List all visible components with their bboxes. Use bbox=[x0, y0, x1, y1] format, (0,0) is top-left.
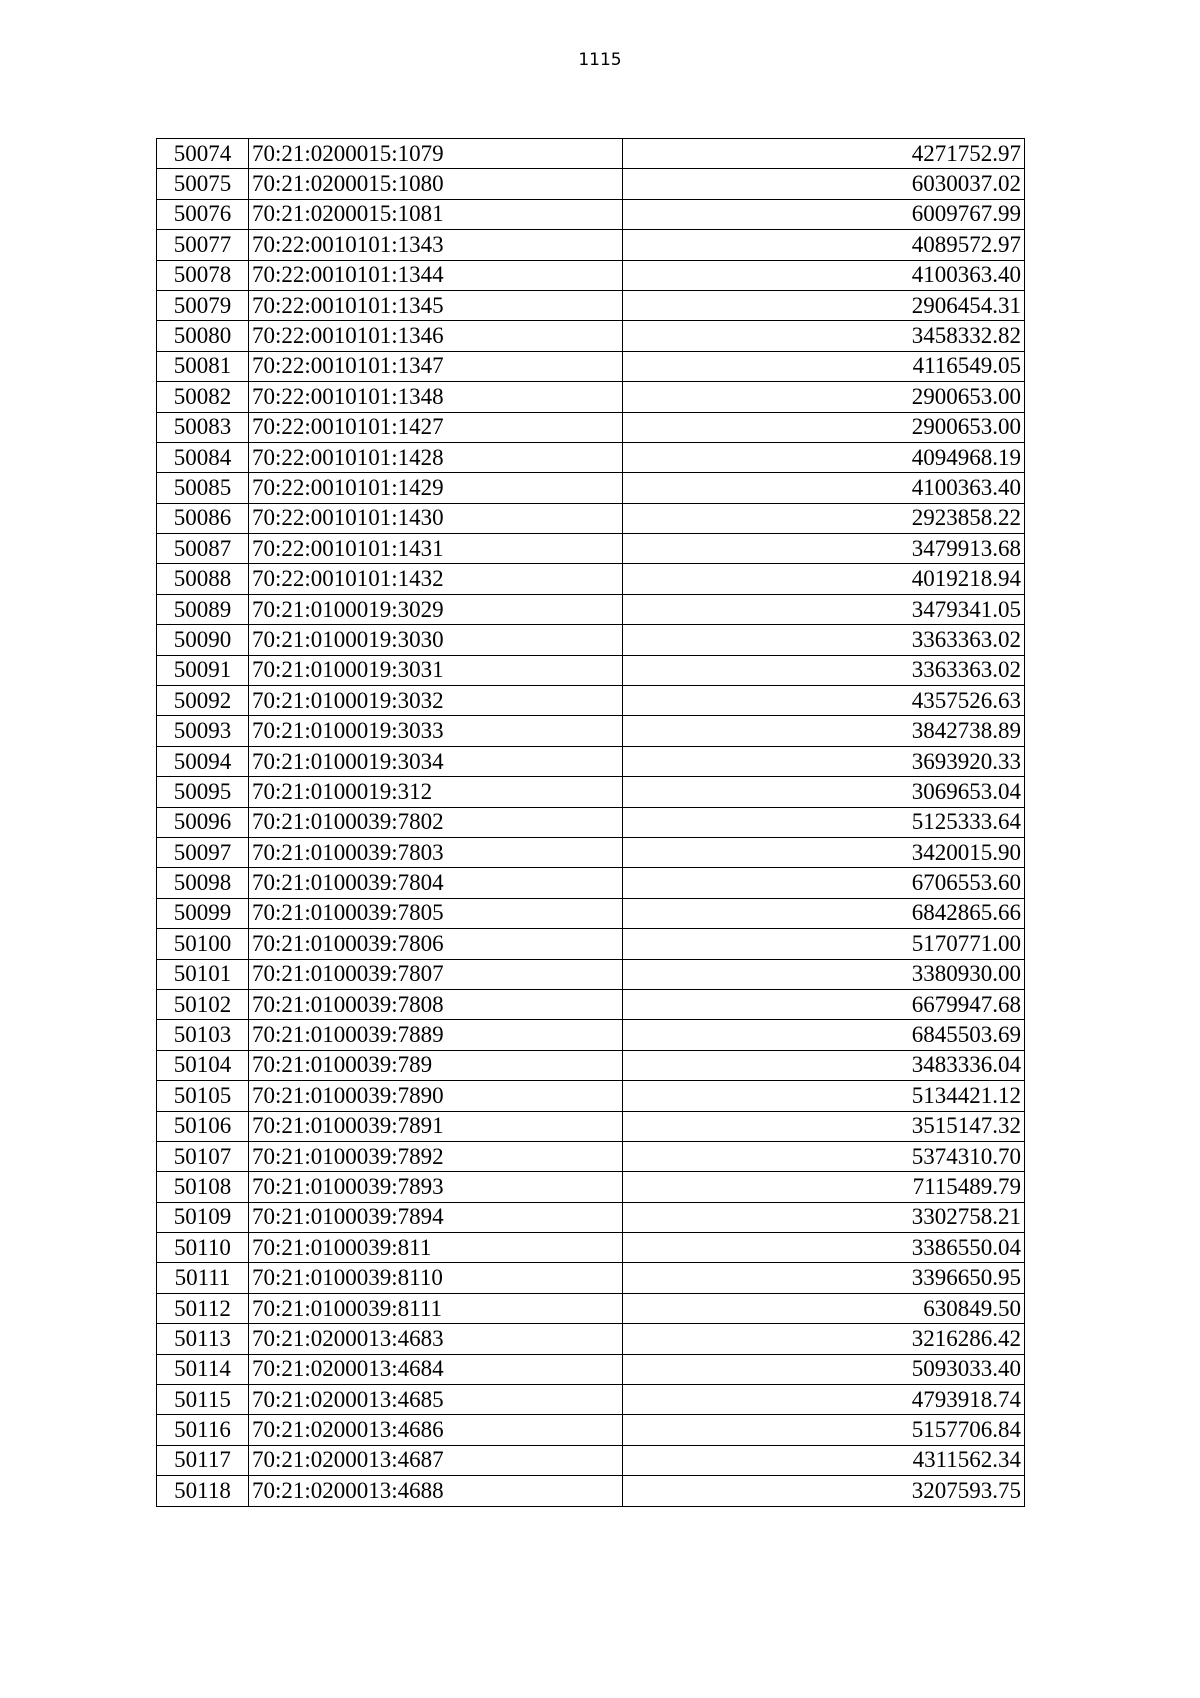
row-number-cell: 50100 bbox=[157, 929, 249, 959]
cadastral-number-cell: 70:21:0200013:4686 bbox=[249, 1415, 623, 1445]
cadastral-value-cell: 6030037.02 bbox=[623, 169, 1025, 199]
row-number-cell: 50082 bbox=[157, 382, 249, 412]
row-number-cell: 50106 bbox=[157, 1111, 249, 1141]
cadastral-number-cell: 70:21:0100019:3033 bbox=[249, 716, 623, 746]
row-number-cell: 50077 bbox=[157, 230, 249, 260]
cadastral-number-cell: 70:22:0010101:1344 bbox=[249, 260, 623, 290]
cadastral-value-cell: 2900653.00 bbox=[623, 412, 1025, 442]
row-number-cell: 50111 bbox=[157, 1263, 249, 1293]
table-row bbox=[157, 594, 1025, 624]
cadastral-value-cell: 4271752.97 bbox=[623, 139, 1025, 169]
row-number-cell: 50095 bbox=[157, 777, 249, 807]
row-number-cell: 50102 bbox=[157, 989, 249, 1019]
table-row bbox=[157, 1020, 1025, 1050]
cadastral-value-cell: 5093033.40 bbox=[623, 1354, 1025, 1384]
table-row bbox=[157, 837, 1025, 867]
cadastral-number-cell: 70:21:0100019:3034 bbox=[249, 746, 623, 776]
table-row bbox=[157, 1445, 1025, 1475]
cadastral-value-cell: 3479913.68 bbox=[623, 534, 1025, 564]
cadastral-value-cell: 3458332.82 bbox=[623, 321, 1025, 351]
row-number-cell: 50091 bbox=[157, 655, 249, 685]
row-number-cell: 50088 bbox=[157, 564, 249, 594]
cadastral-number-cell: 70:22:0010101:1347 bbox=[249, 351, 623, 381]
page-number: 1115 bbox=[578, 50, 622, 70]
cadastral-value-cell: 3515147.32 bbox=[623, 1111, 1025, 1141]
cadastral-number-cell: 70:22:0010101:1431 bbox=[249, 534, 623, 564]
row-number-cell: 50097 bbox=[157, 837, 249, 867]
cadastral-number-cell: 70:21:0100019:3031 bbox=[249, 655, 623, 685]
cadastral-value-cell: 4116549.05 bbox=[623, 351, 1025, 381]
table-row bbox=[157, 625, 1025, 655]
table-row bbox=[157, 473, 1025, 503]
table-row bbox=[157, 1476, 1025, 1506]
cadastral-number-cell: 70:21:0200013:4688 bbox=[249, 1476, 623, 1506]
row-number-cell: 50113 bbox=[157, 1324, 249, 1354]
cadastral-value-cell: 3363363.02 bbox=[623, 655, 1025, 685]
cadastral-number-cell: 70:22:0010101:1430 bbox=[249, 503, 623, 533]
table-row bbox=[157, 807, 1025, 837]
table-row bbox=[157, 1293, 1025, 1323]
row-number-cell: 50075 bbox=[157, 169, 249, 199]
row-number-cell: 50079 bbox=[157, 290, 249, 320]
cadastral-value-cell: 4019218.94 bbox=[623, 564, 1025, 594]
table-row bbox=[157, 260, 1025, 290]
row-number-cell: 50094 bbox=[157, 746, 249, 776]
table-row bbox=[157, 382, 1025, 412]
cadastral-value-cell: 4793918.74 bbox=[623, 1385, 1025, 1415]
cadastral-number-cell: 70:22:0010101:1427 bbox=[249, 412, 623, 442]
cadastral-value-cell: 6679947.68 bbox=[623, 989, 1025, 1019]
row-number-cell: 50108 bbox=[157, 1172, 249, 1202]
cadastral-value-cell: 3069653.04 bbox=[623, 777, 1025, 807]
cadastral-number-cell: 70:21:0100039:7808 bbox=[249, 989, 623, 1019]
table-row bbox=[157, 169, 1025, 199]
cadastral-value-cell: 3216286.42 bbox=[623, 1324, 1025, 1354]
cadastral-number-cell: 70:21:0100039:7805 bbox=[249, 898, 623, 928]
table-row bbox=[157, 1172, 1025, 1202]
table-row bbox=[157, 686, 1025, 716]
row-number-cell: 50112 bbox=[157, 1293, 249, 1323]
row-number-cell: 50093 bbox=[157, 716, 249, 746]
row-number-cell: 50105 bbox=[157, 1081, 249, 1111]
table-body bbox=[157, 139, 1025, 1507]
cadastral-number-cell: 70:21:0100039:7802 bbox=[249, 807, 623, 837]
table-row bbox=[157, 1202, 1025, 1232]
cadastral-value-cell: 3479341.05 bbox=[623, 594, 1025, 624]
table-row bbox=[157, 959, 1025, 989]
table-row bbox=[157, 1354, 1025, 1384]
cadastral-number-cell: 70:22:0010101:1432 bbox=[249, 564, 623, 594]
table-row bbox=[157, 230, 1025, 260]
cadastral-value-cell: 2923858.22 bbox=[623, 503, 1025, 533]
row-number-cell: 50078 bbox=[157, 260, 249, 290]
cadastral-value-cell: 3302758.21 bbox=[623, 1202, 1025, 1232]
cadastral-value-cell: 6842865.66 bbox=[623, 898, 1025, 928]
cadastral-value-cell: 5125333.64 bbox=[623, 807, 1025, 837]
row-number-cell: 50115 bbox=[157, 1385, 249, 1415]
cadastral-value-cell: 4311562.34 bbox=[623, 1445, 1025, 1475]
cadastral-value-cell: 2906454.31 bbox=[623, 290, 1025, 320]
table-row bbox=[157, 139, 1025, 169]
row-number-cell: 50084 bbox=[157, 442, 249, 472]
row-number-cell: 50110 bbox=[157, 1233, 249, 1263]
row-number-cell: 50098 bbox=[157, 868, 249, 898]
cadastral-value-cell: 2900653.00 bbox=[623, 382, 1025, 412]
cadastral-value-cell: 5374310.70 bbox=[623, 1141, 1025, 1171]
row-number-cell: 50085 bbox=[157, 473, 249, 503]
row-number-cell: 50081 bbox=[157, 351, 249, 381]
row-number-cell: 50076 bbox=[157, 199, 249, 229]
cadastral-number-cell: 70:22:0010101:1348 bbox=[249, 382, 623, 412]
table-row bbox=[157, 868, 1025, 898]
table-row bbox=[157, 412, 1025, 442]
cadastral-number-cell: 70:22:0010101:1343 bbox=[249, 230, 623, 260]
cadastral-value-cell: 6009767.99 bbox=[623, 199, 1025, 229]
cadastral-number-cell: 70:21:0100039:7894 bbox=[249, 1202, 623, 1232]
cadastral-value-cell: 3386550.04 bbox=[623, 1233, 1025, 1263]
cadastral-value-cell: 6845503.69 bbox=[623, 1020, 1025, 1050]
cadastral-value-cell: 4100363.40 bbox=[623, 260, 1025, 290]
cadastral-number-cell: 70:21:0100039:8110 bbox=[249, 1263, 623, 1293]
row-number-cell: 50101 bbox=[157, 959, 249, 989]
table-row bbox=[157, 564, 1025, 594]
cadastral-value-cell: 4089572.97 bbox=[623, 230, 1025, 260]
table-row bbox=[157, 534, 1025, 564]
cadastral-value-cell: 3207593.75 bbox=[623, 1476, 1025, 1506]
cadastral-number-cell: 70:21:0100039:7890 bbox=[249, 1081, 623, 1111]
cadastral-number-cell: 70:21:0200013:4687 bbox=[249, 1445, 623, 1475]
cadastral-value-cell: 3483336.04 bbox=[623, 1050, 1025, 1080]
cadastral-number-cell: 70:21:0100019:3032 bbox=[249, 686, 623, 716]
row-number-cell: 50080 bbox=[157, 321, 249, 351]
table-row bbox=[157, 442, 1025, 472]
cadastral-number-cell: 70:21:0200013:4684 bbox=[249, 1354, 623, 1384]
cadastral-number-cell: 70:22:0010101:1346 bbox=[249, 321, 623, 351]
cadastral-number-cell: 70:21:0100039:789 bbox=[249, 1050, 623, 1080]
cadastral-number-cell: 70:21:0100039:7806 bbox=[249, 929, 623, 959]
cadastral-number-cell: 70:21:0200015:1080 bbox=[249, 169, 623, 199]
table-row bbox=[157, 503, 1025, 533]
row-number-cell: 50090 bbox=[157, 625, 249, 655]
cadastral-number-cell: 70:22:0010101:1345 bbox=[249, 290, 623, 320]
cadastral-value-cell: 3380930.00 bbox=[623, 959, 1025, 989]
cadastral-value-cell: 3363363.02 bbox=[623, 625, 1025, 655]
cadastral-number-cell: 70:21:0200015:1081 bbox=[249, 199, 623, 229]
row-number-cell: 50104 bbox=[157, 1050, 249, 1080]
cadastral-value-cell: 3420015.90 bbox=[623, 837, 1025, 867]
cadastral-value-cell: 5157706.84 bbox=[623, 1415, 1025, 1445]
row-number-cell: 50074 bbox=[157, 139, 249, 169]
row-number-cell: 50092 bbox=[157, 686, 249, 716]
table-row bbox=[157, 351, 1025, 381]
table-row bbox=[157, 1050, 1025, 1080]
table-row bbox=[157, 1385, 1025, 1415]
table-row bbox=[157, 199, 1025, 229]
cadastral-value-cell: 7115489.79 bbox=[623, 1172, 1025, 1202]
table-row bbox=[157, 1415, 1025, 1445]
cadastral-number-cell: 70:22:0010101:1428 bbox=[249, 442, 623, 472]
row-number-cell: 50118 bbox=[157, 1476, 249, 1506]
cadastral-value-cell: 5170771.00 bbox=[623, 929, 1025, 959]
cadastral-number-cell: 70:21:0100039:7889 bbox=[249, 1020, 623, 1050]
cadastral-value-cell: 3396650.95 bbox=[623, 1263, 1025, 1293]
row-number-cell: 50083 bbox=[157, 412, 249, 442]
table-row bbox=[157, 777, 1025, 807]
table-row bbox=[157, 1111, 1025, 1141]
row-number-cell: 50114 bbox=[157, 1354, 249, 1384]
cadastral-value-cell: 3842738.89 bbox=[623, 716, 1025, 746]
table-row bbox=[157, 1324, 1025, 1354]
row-number-cell: 50086 bbox=[157, 503, 249, 533]
cadastral-number-cell: 70:21:0100039:7804 bbox=[249, 868, 623, 898]
table-row bbox=[157, 1263, 1025, 1293]
cadastral-number-cell: 70:21:0100019:3030 bbox=[249, 625, 623, 655]
cadastral-number-cell: 70:21:0100039:7891 bbox=[249, 1111, 623, 1141]
cadastral-value-table bbox=[156, 138, 1025, 1507]
cadastral-value-cell: 4357526.63 bbox=[623, 686, 1025, 716]
cadastral-number-cell: 70:21:0100039:7893 bbox=[249, 1172, 623, 1202]
cadastral-number-cell: 70:21:0100039:7892 bbox=[249, 1141, 623, 1171]
cadastral-number-cell: 70:21:0100039:7807 bbox=[249, 959, 623, 989]
cadastral-value-cell: 630849.50 bbox=[623, 1293, 1025, 1323]
cadastral-number-cell: 70:21:0100039:811 bbox=[249, 1233, 623, 1263]
row-number-cell: 50116 bbox=[157, 1415, 249, 1445]
cadastral-number-cell: 70:21:0100039:8111 bbox=[249, 1293, 623, 1323]
table-row bbox=[157, 898, 1025, 928]
cadastral-number-cell: 70:21:0100019:312 bbox=[249, 777, 623, 807]
cadastral-value-cell: 6706553.60 bbox=[623, 868, 1025, 898]
row-number-cell: 50109 bbox=[157, 1202, 249, 1232]
cadastral-number-cell: 70:21:0200015:1079 bbox=[249, 139, 623, 169]
cadastral-number-cell: 70:21:0100019:3029 bbox=[249, 594, 623, 624]
table-row bbox=[157, 1081, 1025, 1111]
table-row bbox=[157, 1233, 1025, 1263]
table-row bbox=[157, 290, 1025, 320]
row-number-cell: 50117 bbox=[157, 1445, 249, 1475]
row-number-cell: 50099 bbox=[157, 898, 249, 928]
cadastral-value-cell: 3693920.33 bbox=[623, 746, 1025, 776]
row-number-cell: 50096 bbox=[157, 807, 249, 837]
table-row bbox=[157, 716, 1025, 746]
table-row bbox=[157, 746, 1025, 776]
row-number-cell: 50103 bbox=[157, 1020, 249, 1050]
row-number-cell: 50087 bbox=[157, 534, 249, 564]
row-number-cell: 50107 bbox=[157, 1141, 249, 1171]
cadastral-number-cell: 70:22:0010101:1429 bbox=[249, 473, 623, 503]
cadastral-value-cell: 4100363.40 bbox=[623, 473, 1025, 503]
table-row bbox=[157, 655, 1025, 685]
table-row bbox=[157, 321, 1025, 351]
table-row bbox=[157, 989, 1025, 1019]
cadastral-value-cell: 4094968.19 bbox=[623, 442, 1025, 472]
cadastral-value-cell: 5134421.12 bbox=[623, 1081, 1025, 1111]
table-row bbox=[157, 929, 1025, 959]
cadastral-number-cell: 70:21:0200013:4685 bbox=[249, 1385, 623, 1415]
table-row bbox=[157, 1141, 1025, 1171]
cadastral-number-cell: 70:21:0100039:7803 bbox=[249, 837, 623, 867]
row-number-cell: 50089 bbox=[157, 594, 249, 624]
cadastral-number-cell: 70:21:0200013:4683 bbox=[249, 1324, 623, 1354]
